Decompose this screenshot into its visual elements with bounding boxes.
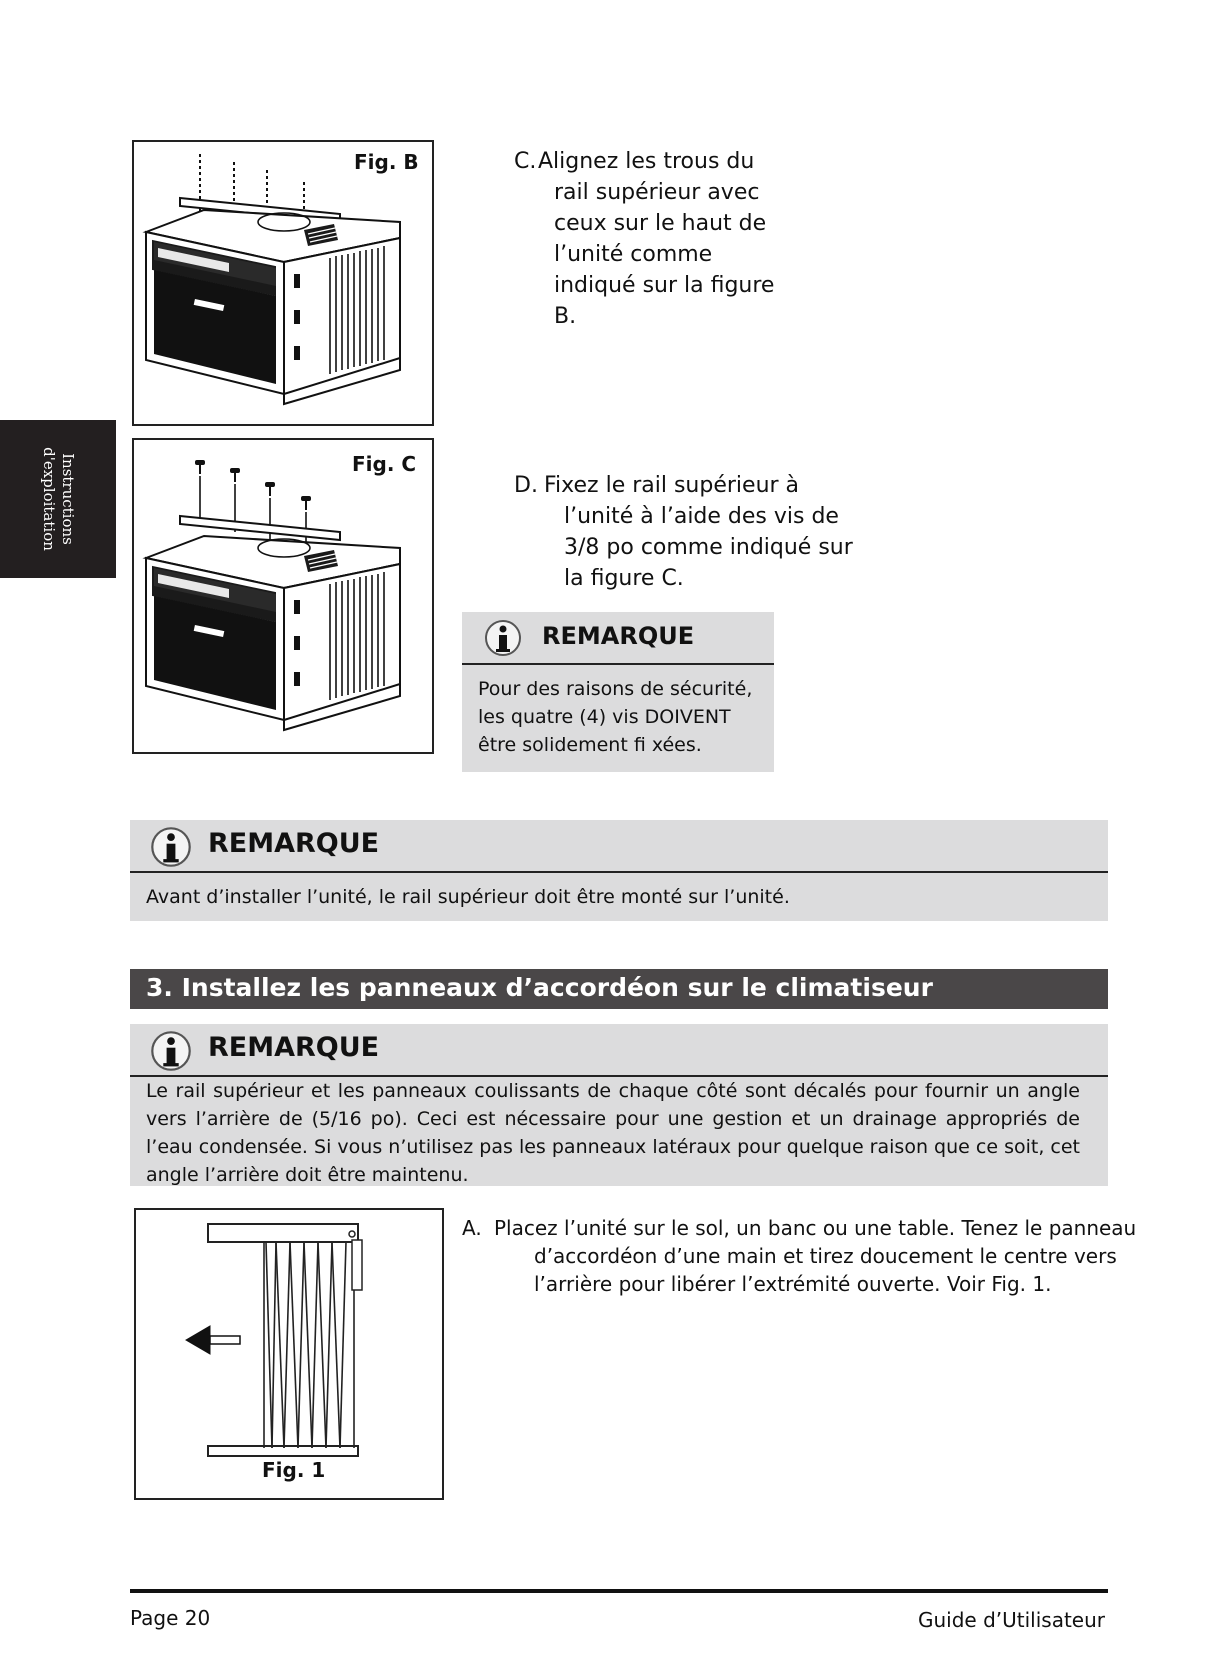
figure-1-illustration xyxy=(136,1210,442,1498)
section-title: 3. Installez les panneaux d’accordéon sur le climatiseur xyxy=(146,973,933,1002)
info-icon xyxy=(484,618,522,658)
side-tab-line-1: Instructions xyxy=(59,453,77,545)
note-screws-title: REMARQUE xyxy=(542,622,695,650)
figure-1-label: Fig. 1 xyxy=(262,1458,326,1482)
figure-b-label: Fig. B xyxy=(354,150,419,174)
note-angle-title: REMARQUE xyxy=(208,1032,380,1063)
figure-c xyxy=(132,438,434,754)
figure-1 xyxy=(134,1208,444,1500)
note-rail-body: Avant d’installer l’unité, le rail supérieur doit être monté sur l’unité. xyxy=(146,886,790,908)
figure-b xyxy=(132,140,434,426)
note-rail-header xyxy=(130,820,1108,873)
note-screws xyxy=(462,612,774,772)
note-screws-header xyxy=(462,612,774,665)
note-screws-body: Pour des raisons de sécurité, les quatre (4) vis DOIVENT être solidement fi xées. xyxy=(478,678,753,756)
step-d-letter: D. xyxy=(514,473,538,498)
figure-b-illustration xyxy=(134,142,432,424)
note-angle xyxy=(130,1024,1108,1186)
side-tab-label xyxy=(39,424,77,574)
footer-rule xyxy=(130,1589,1108,1593)
section-header xyxy=(130,969,1108,1009)
footer-page-number: Page 20 xyxy=(130,1606,211,1630)
note-rail-title: REMARQUE xyxy=(208,828,380,859)
note-angle-body: Le rail supérieur et les panneaux coulissants de chaque côté sont décalés pour fournir un angle vers l’arrière de (5/16 po). Ceci est nécessaire pour une gestion et un drainage appropriés de l’eau condensée. Si vous n’utilisez pas les panneaux latéraux pour quelque raison que ce soit, cet angle l’arrière doit être maintenu. xyxy=(146,1080,1080,1186)
step-a-letter: A. xyxy=(462,1216,482,1240)
side-tab xyxy=(0,420,116,578)
note-rail xyxy=(130,820,1108,921)
figure-c-illustration xyxy=(134,440,432,752)
info-icon xyxy=(150,1029,192,1073)
step-d xyxy=(514,470,874,594)
step-a-text: Placez l’unité sur le sol, un banc ou une table. Tenez le panneau d’accordéon d’une main et tirez doucement le centre vers l’arrière pour libérer l’extrémité ouverte. Voir Fig. 1. xyxy=(494,1216,1137,1296)
step-d-text: Fixez le rail supérieur à l’unité à l’aide des vis de 3/8 po comme indiqué sur la figure C. xyxy=(544,473,853,591)
step-c-text: Alignez les trous du rail supérieur avec ceux sur le haut de l’unité comme indiqué sur la figure B. xyxy=(538,149,775,329)
footer-guide-title: Guide d’Utilisateur xyxy=(917,1608,1105,1632)
step-c-letter: C. xyxy=(514,149,537,174)
side-tab-line-2: d'exploitation xyxy=(40,447,58,551)
info-icon xyxy=(150,825,192,869)
figure-c-label: Fig. C xyxy=(352,452,417,476)
note-angle-header xyxy=(130,1024,1108,1077)
step-c xyxy=(514,146,784,332)
step-a xyxy=(462,1214,1137,1314)
